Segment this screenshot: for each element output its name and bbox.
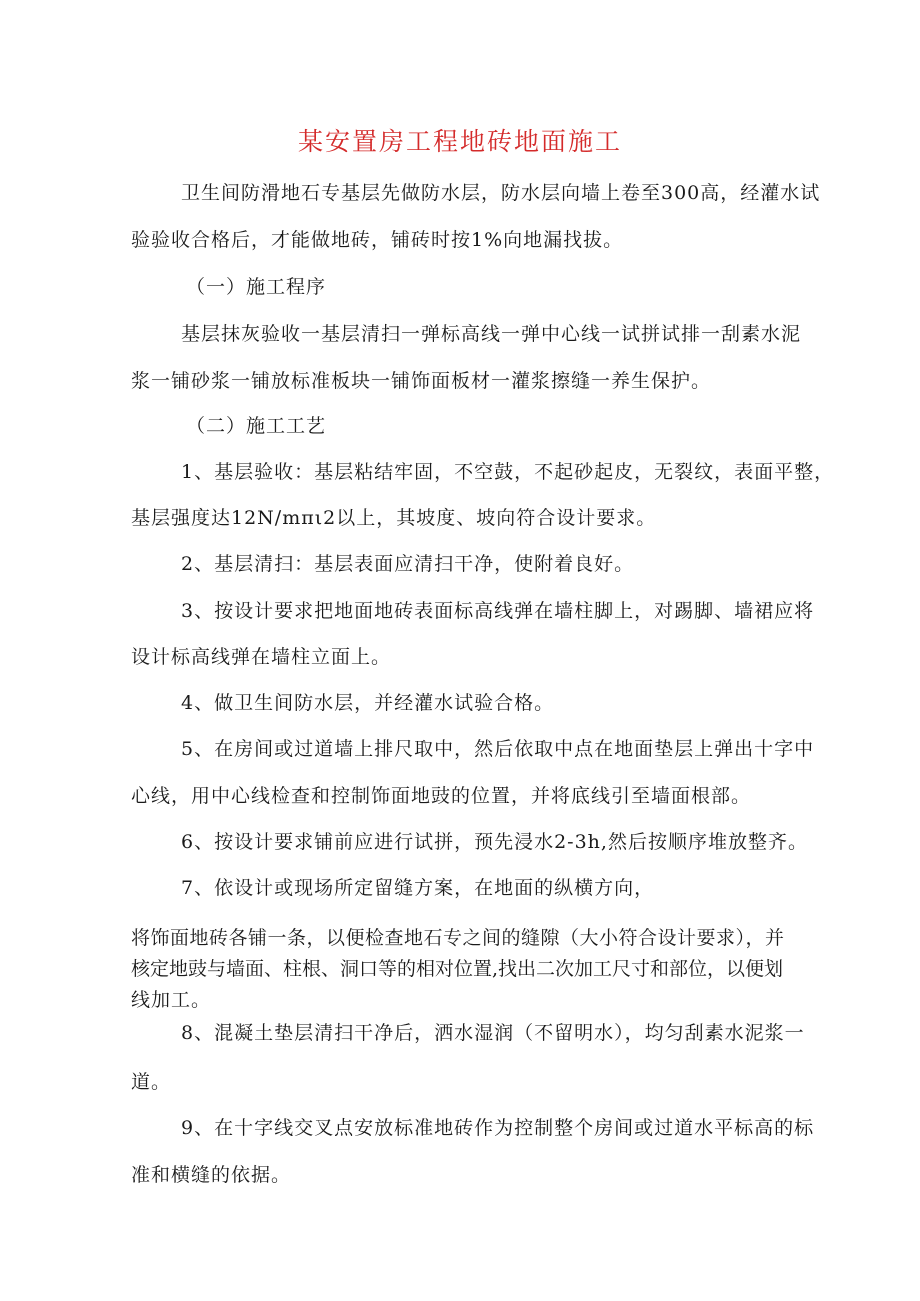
item-9-line-2: 准和横缝的依据。 — [131, 1164, 292, 1186]
item-5-line-2: 心线，用中心线检查和控制饰面地豉的位置，并将底线引至墙面根部。 — [131, 785, 752, 807]
item-7-line-4: 线加工。 — [131, 989, 212, 1011]
paragraph-waterproof-line-2: 验验收合格后，才能做地砖，铺砖时按1%向地漏找拔。 — [131, 229, 624, 251]
item-2-line-1: 2、基层清扫：基层表面应清扫干净，使附着良好。 — [181, 553, 635, 575]
item-1-line-1: 1、基层验收：基层粘结牢固，不空鼓，不起砂起皮，无裂纹，表面平整， — [181, 461, 835, 483]
paragraph-procedure-line-2: 浆一铺砂浆一铺放标准板块一铺饰面板材一灌浆擦缝一养生保护。 — [131, 370, 712, 392]
section-heading-process: （二）施工工艺 — [186, 415, 327, 437]
item-5-line-1: 5、在房间或过道墙上排尺取中，然后依取中点在地面垫层上弹出十字中 — [181, 738, 815, 760]
item-3-line-1: 3、按设计要求把地面地砖表面标高线弹在墙柱脚上，对踢脚、墙裙应将 — [181, 600, 815, 622]
document-title: 某安置房工程地砖地面施工 — [297, 127, 622, 156]
item-7-line-1: 7、依设计或现场所定留缝方案，在地面的纵横方向， — [181, 877, 655, 899]
paragraph-procedure-line-1: 基层抹灰验收一基层清扫一弹标高线一弹中心线一试拼试排一刮素水泥 — [181, 323, 802, 345]
item-9-line-1: 9、在十字线交叉点安放标准地砖作为控制整个房间或过道水平标高的标 — [181, 1117, 815, 1139]
item-6-line-1: 6、按设计要求铺前应进行试拼，预先浸水2-3h,然后按顺序堆放整齐。 — [181, 831, 808, 853]
section-heading-procedure: （一）施工程序 — [186, 276, 327, 298]
item-3-line-2: 设计标高线弹在墙柱立面上。 — [131, 646, 392, 668]
item-1-line-2: 基层强度达12N∕mπι2以上，其坡度、坡向符合设计要求。 — [131, 507, 657, 529]
item-7-line-2: 将饰面地砖各铺一条，以便检查地石专之间的缝隙（大小符合设计要求），并 — [131, 927, 785, 949]
item-4-line-1: 4、做卫生间防水层，并经灌水试验合格。 — [181, 692, 555, 714]
item-7-line-3: 核定地豉与墙面、柱根、洞口等的相对位置,找出二次加工尺寸和部位，以便划 — [131, 958, 784, 980]
item-8-line-2: 道。 — [131, 1071, 172, 1093]
paragraph-waterproof-line-1: 卫生间防滑地石专基层先做防水层，防水层向墙上卷至300高，经灌水试 — [181, 182, 821, 204]
item-8-line-1: 8、混凝土垫层清扫干净后，洒水湿润（不留明水），均匀刮素水泥浆一 — [181, 1022, 805, 1044]
